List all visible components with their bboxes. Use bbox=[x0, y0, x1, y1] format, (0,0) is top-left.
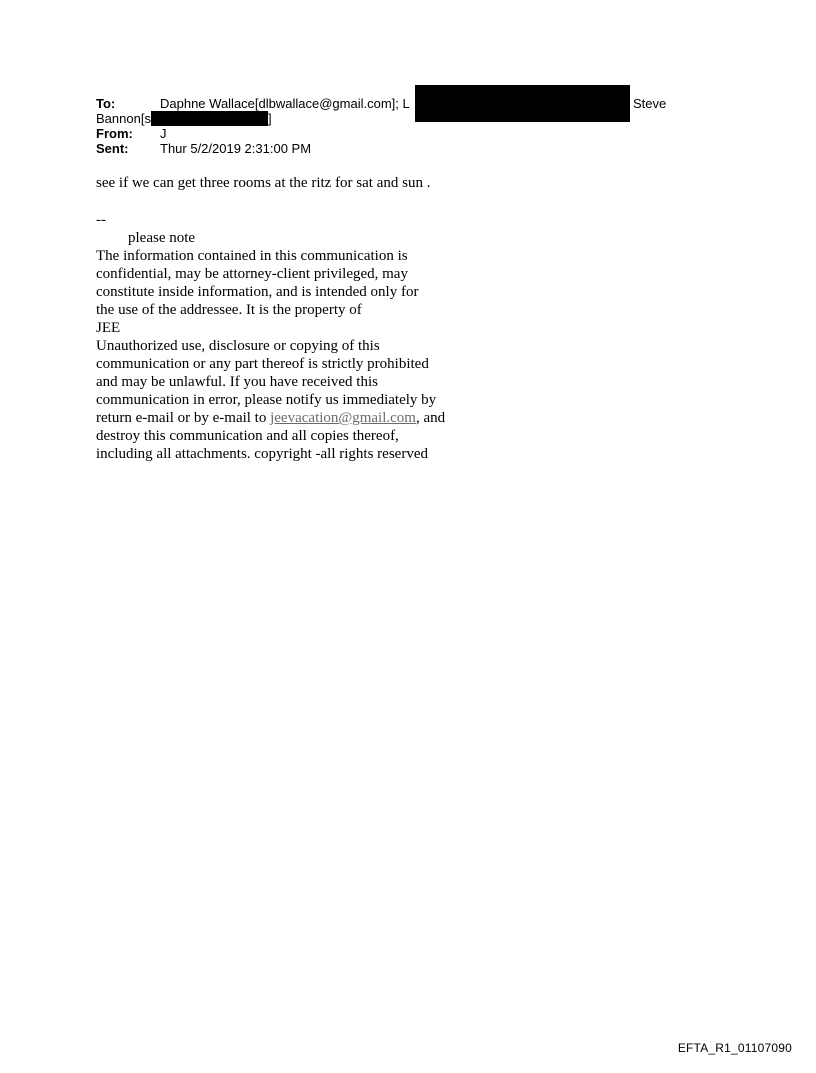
disclaimer-line: the use of the addressee. It is the property of bbox=[96, 302, 362, 318]
to-value-tail: Steve bbox=[633, 96, 667, 111]
from-label: From: bbox=[96, 126, 133, 141]
message-text: see if we can get three rooms at the ritz for sat and sun . bbox=[96, 175, 431, 191]
sent-value: Thur 5/2/2019 2:31:00 PM bbox=[160, 141, 312, 156]
to-line2-prefix: Bannon[ bbox=[96, 111, 145, 126]
disclaimer-line: constitute inside information, and is intended only for bbox=[96, 284, 419, 300]
to-row-continued bbox=[96, 111, 696, 126]
disclaimer-line: communication or any part thereof is strictly prohibited bbox=[96, 356, 429, 372]
from-row bbox=[96, 126, 696, 141]
disclaimer-line: destroy this communication and all copies thereof, bbox=[96, 428, 399, 444]
email-header bbox=[96, 96, 696, 156]
redaction-block bbox=[151, 111, 268, 126]
document-id: EFTA_R1_01107090 bbox=[677, 1041, 792, 1055]
disclaimer-line: including all attachments. copyright -all rights reserved bbox=[96, 446, 428, 462]
sent-label: Sent: bbox=[96, 141, 129, 156]
email-link[interactable]: jeevacation@gmail.com bbox=[270, 410, 416, 426]
disclaimer-line: Unauthorized use, disclosure or copying of this bbox=[96, 338, 380, 354]
disclaimer-line: communication in error, please notify us immediately by bbox=[96, 392, 437, 408]
to-label: To: bbox=[96, 96, 116, 111]
disclaimer-line: JEE bbox=[96, 320, 121, 336]
disclaimer bbox=[96, 229, 445, 463]
disclaimer-line: and may be unlawful. If you have received this bbox=[96, 374, 378, 390]
to-line2-end: ] bbox=[267, 111, 272, 126]
please-note: please note bbox=[128, 230, 196, 246]
to-row bbox=[96, 96, 696, 111]
signature-dash: -- bbox=[96, 212, 106, 228]
from-value: J bbox=[160, 126, 167, 141]
to-value: Daphne Wallace[dlbwallace@gmail.com]; L bbox=[160, 96, 410, 111]
disclaimer-return-line bbox=[96, 409, 445, 427]
return-suffix: , and bbox=[415, 410, 446, 426]
to-line2-start: s bbox=[144, 111, 151, 126]
return-prefix: return e-mail or by e-mail to bbox=[96, 410, 271, 426]
disclaimer-line: The information contained in this communication is bbox=[96, 248, 408, 264]
disclaimer-line: confidential, may be attorney-client privileged, may bbox=[96, 266, 408, 282]
sent-row bbox=[96, 141, 696, 156]
